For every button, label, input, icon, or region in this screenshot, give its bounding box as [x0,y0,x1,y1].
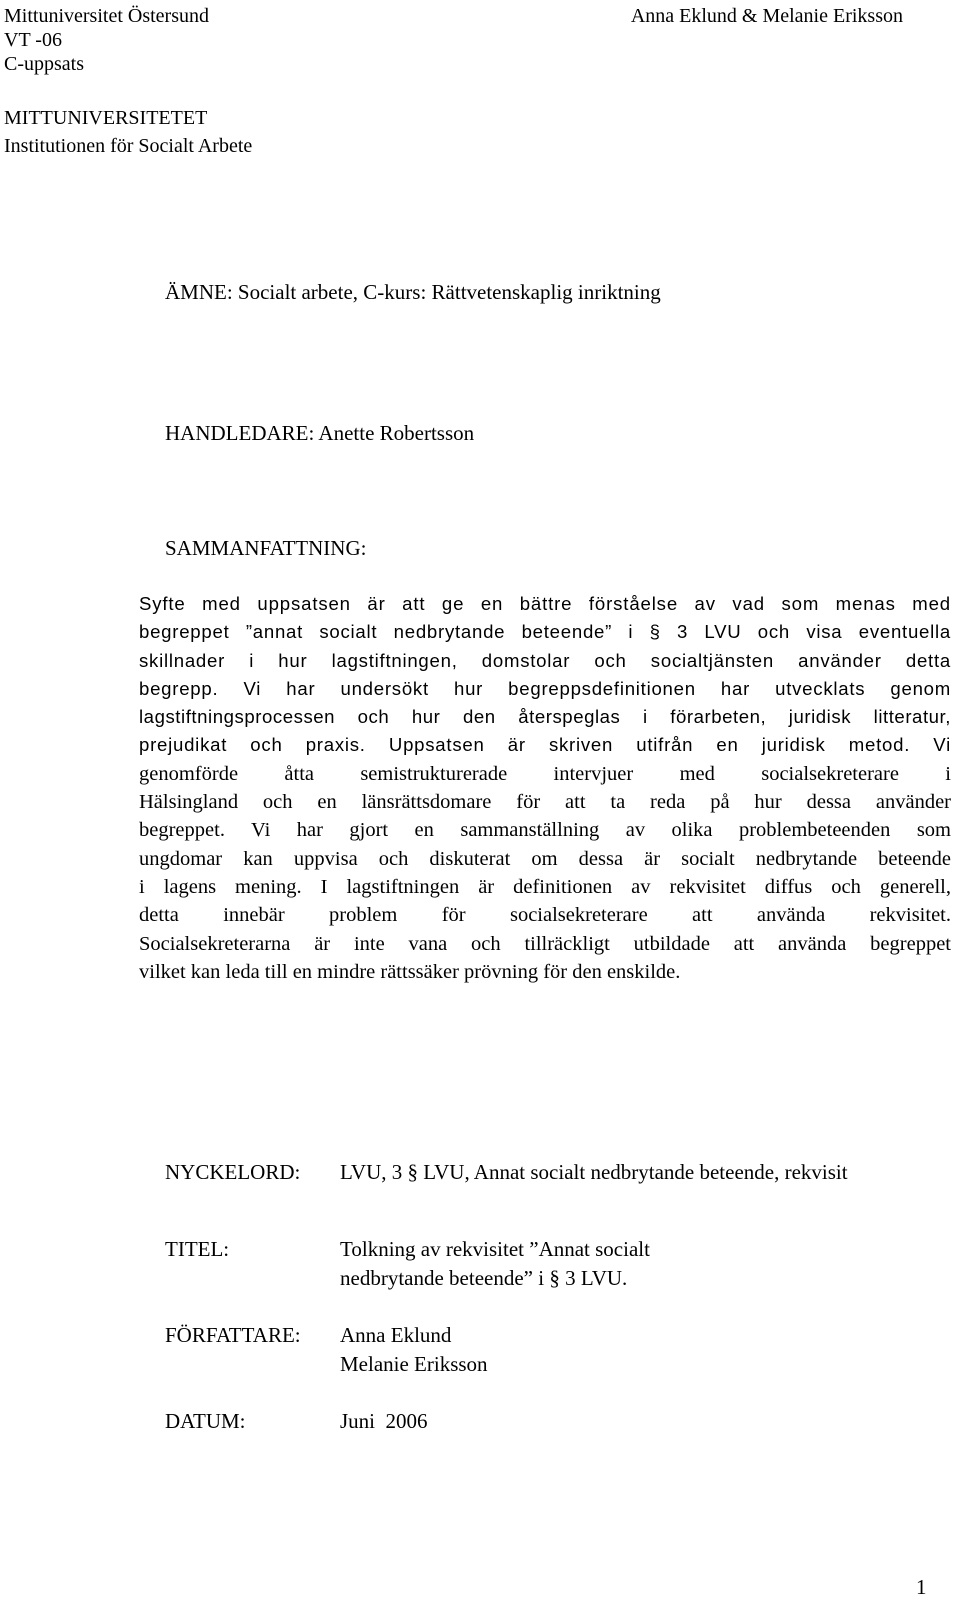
summary-line: skillnader i hur lagstiftningen, domstolar och socialtjänsten använder detta [139,649,951,671]
summary-line: vilket kan leda till en mindre rättssäker prövning för den enskilde. [139,960,681,983]
summary-line: ungdomar kan uppvisa och diskuterat om dessa är socialt nedbrytande beteende [139,847,951,870]
summary-line: genomförde åtta semistrukturerade intervjuer med socialsekreterare i [139,762,951,785]
supervisor-line: HANDLEDARE: Anette Robertsson [165,421,475,445]
summary-line: prejudikat och praxis. Uppsatsen är skriven utifrån en juridisk metod. Vi [139,734,951,756]
subject-line: ÄMNE: Socialt arbete, C-kurs: Rättvetenskaplig inriktning [165,280,661,304]
header-authors: Anna Eklund & Melanie Eriksson [630,5,903,27]
header-institution: Mittuniversitet Östersund [4,5,209,27]
keywords-label: NYCKELORD: [165,1160,301,1184]
department-name: Institutionen för Socialt Arbete [4,135,253,157]
summary-line: begreppet ”annat socialt nedbrytande beteende” i § 3 LVU och visa eventuella [139,621,951,643]
summary-line: lagstiftningsprocessen och hur den återspeglas i förarbeten, juridisk litteratur, [139,706,951,728]
summary-line: begrepp. Vi har undersökt hur begreppsdefinitionen har utvecklats genom [139,677,951,699]
date-label: DATUM: [165,1409,246,1433]
summary-body [139,590,951,986]
summary-line: detta innebär problem för socialsekreterare att använda rekvisitet. [139,904,951,927]
summary-line: Syfte med uppsatsen är att ge en bättre förståelse av vad som menas med [139,593,951,614]
title-label: TITEL: [165,1237,230,1261]
keywords-value: LVU, 3 § LVU, Annat socialt nedbrytande beteende, rekvisit [340,1160,848,1184]
summary-line: Hälsingland och en länsrättsdomare för att ta reda på hur dessa använder [139,791,951,814]
summary-heading: SAMMANFATTNING: [165,536,367,560]
university-name: MITTUNIVERSITETET [4,107,208,129]
author-1: Anna Eklund [340,1323,452,1347]
summary-line: Socialsekreterarna är inte vana och tillräckligt utbildade att använda begreppet [139,932,951,955]
header-term: VT -06 [4,29,62,51]
title-line-2: nedbrytande beteende” i § 3 LVU. [340,1266,628,1290]
summary-line: begreppet. Vi har gjort en sammanställning av olika problembeteenden som [139,819,951,842]
author-2: Melanie Eriksson [340,1352,488,1376]
summary-line: i lagens mening. I lagstiftningen är definitionen av rekvisitet diffus och generell, [139,875,951,898]
header-type: C-uppsats [4,53,84,75]
page-number: 1 [916,1575,927,1599]
date-value: Juni 2006 [340,1409,428,1433]
authors-label: FÖRFATTARE: [165,1323,301,1347]
title-line-1: Tolkning av rekvisitet ”Annat socialt [340,1237,650,1261]
